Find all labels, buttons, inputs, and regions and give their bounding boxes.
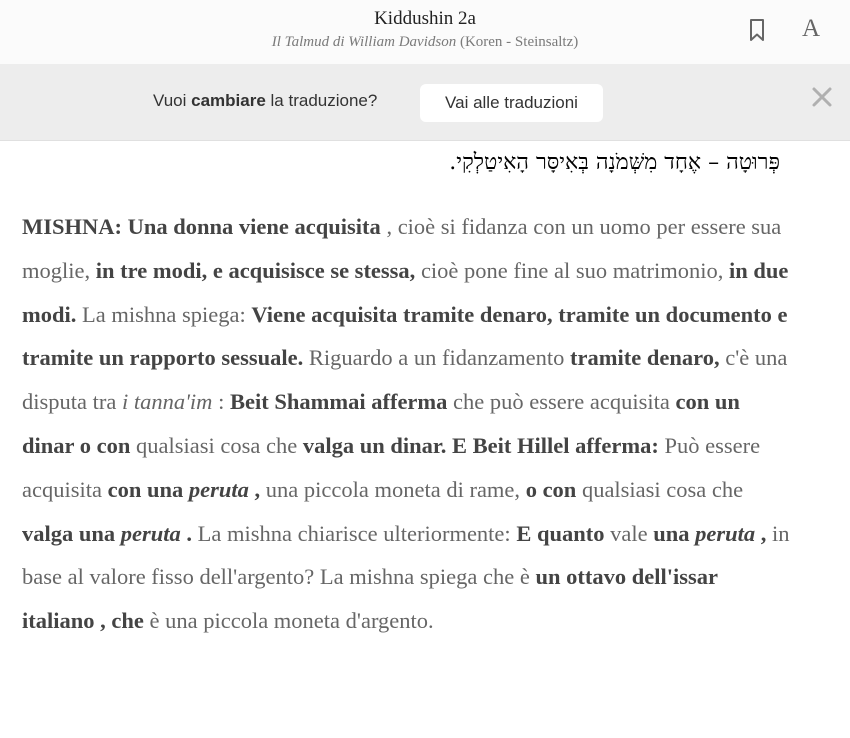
- mishna-segment: ,: [248, 476, 261, 502]
- mishna-segment: :: [212, 389, 230, 415]
- mishna-segment: peruta: [188, 476, 249, 502]
- subtitle-work-title: Il Talmud di William Davidson: [271, 34, 457, 50]
- mishna-segment: qualsiasi cosa che: [130, 432, 303, 458]
- mishna-segment: Beit Shammai afferma: [229, 389, 448, 415]
- mishna-segment: una piccola moneta di rame,: [260, 476, 526, 502]
- mishna-segment: .: [180, 520, 193, 546]
- mishna-segment: vale: [604, 520, 654, 546]
- mishna-segment: i tanna'im: [121, 389, 213, 415]
- mishna-segment: con un dinar o con: [22, 389, 740, 458]
- go-to-translations-button[interactable]: Vai alle traduzioni: [420, 84, 603, 122]
- mishna-segment: valga una: [22, 520, 121, 546]
- mishna-segment: valga un dinar. E Beit Hillel afferma:: [302, 432, 659, 458]
- mishna-segment: , cioè si fidanza con un uomo per essere sua moglie,: [22, 214, 782, 283]
- mishna-segment: con una: [107, 476, 189, 502]
- mishna-segment: una: [653, 520, 696, 546]
- mishna-segment: in base al valore fisso dell'argento? La mishna spiega che è: [22, 520, 790, 590]
- bookmark-icon[interactable]: [745, 16, 769, 44]
- mishna-segment: tramite denaro,: [570, 345, 720, 371]
- mishna-segment: in tre modi, e acquisisce se stessa,: [95, 257, 416, 283]
- banner-text-pre: Vuoi: [153, 91, 192, 110]
- mishna-segment: che può essere acquisita: [447, 389, 676, 415]
- mishna-segment: peruta: [695, 520, 756, 546]
- mishna-segment: o con: [525, 476, 577, 502]
- hebrew-text-line: פְּרוּטָה – אֶחָד מִשְּׁמֹנָה בְּאִיסָּר הָאִיטַלְקִי.: [449, 150, 780, 175]
- mishna-segment: MISHNA: Una donna viene acquisita: [22, 214, 381, 239]
- mishna-segment: un ottavo dell'issar italiano , che: [22, 564, 718, 634]
- header-bar: [0, 0, 850, 64]
- page-title: Kiddushin 2a: [374, 8, 476, 29]
- mishna-segment: Riguardo a un fidanzamento: [303, 345, 571, 371]
- mishna-segment: E quanto: [516, 520, 605, 546]
- banner-message: [153, 91, 377, 111]
- close-icon[interactable]: [808, 83, 836, 111]
- banner-text-post: la traduzione?: [265, 91, 378, 110]
- mishna-segment: in due modi.: [22, 257, 789, 327]
- mishna-segment: cioè pone fine al suo matrimonio,: [415, 257, 729, 283]
- subtitle-edition: (Koren - Steinsaltz): [456, 34, 579, 50]
- translation-banner: [0, 64, 850, 141]
- mishna-segment: Viene acquisita tramite denaro, tramite un documento e tramite un rapporto sessuale.: [22, 301, 788, 371]
- mishna-segment: qualsiasi cosa che: [576, 476, 744, 502]
- mishna-translation: [22, 205, 792, 643]
- mishna-segment: Può essere acquisita: [22, 432, 761, 502]
- page-subtitle: [0, 34, 850, 51]
- font-size-icon[interactable]: A: [801, 15, 821, 42]
- mishna-segment: La mishna spiega:: [76, 301, 252, 327]
- mishna-segment: ,: [755, 520, 767, 546]
- mishna-segment: peruta: [120, 520, 181, 546]
- mishna-segment: è una piccola moneta d'argento.: [143, 608, 434, 634]
- banner-text-bold: cambiare: [191, 91, 266, 110]
- mishna-segment: c'è una disputa tra: [22, 345, 788, 415]
- mishna-segment: La mishna chiarisce ulteriormente:: [192, 520, 517, 546]
